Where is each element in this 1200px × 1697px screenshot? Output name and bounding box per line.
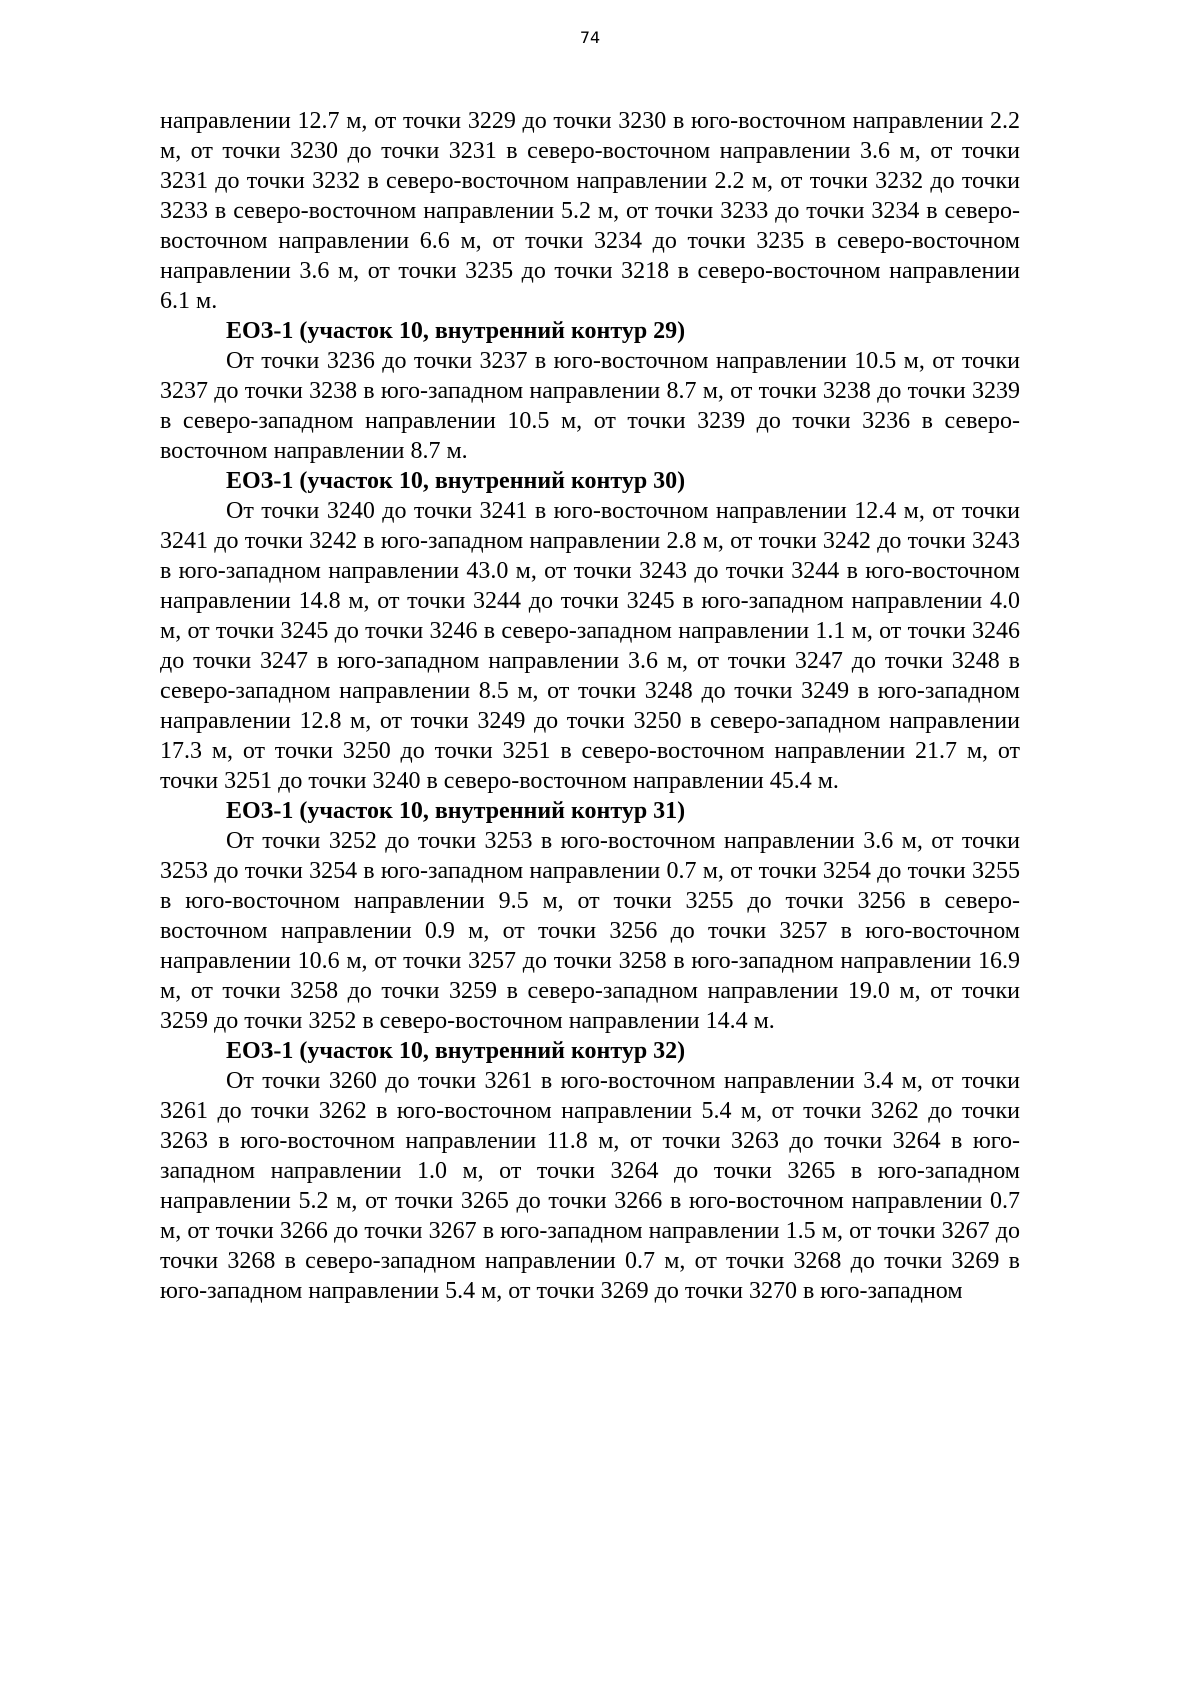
section-heading-contour-29: ЕОЗ-1 (участок 10, внутренний контур 29)	[226, 318, 686, 344]
intro-paragraph: направлении 12.7 м, от точки 3229 до точки 3230 в юго-восточном направлении 2.2 м, от точки 3230 до точки 3231 в северо-восточном направлении 3.6 м, от точки 3231 до точки 3232 в северо-восточном направлении 2.2 м, от точки 3232 до точки 3233 в северо-восточном направлении 5.2 м, от точки 3233 до точки 3234 в северо-восточном направлении 6.6 м, от точки 3234 до точки 3235 в северо-восточном направлении 3.6 м, от точки 3235 до точки 3218 в северо-восточном направлении 6.1 м.	[160, 108, 1020, 314]
section-text-contour-31: От точки 3252 до точки 3253 в юго-восточном направлении 3.6 м, от точки 3253 до точки 3254 в юго-западном направлении 0.7 м, от точки 3254 до точки 3255 в юго-восточном направлении 9.5 м, от точки 3255 до точки 3256 в северо-восточном направлении 0.9 м, от точки 3256 до точки 3257 в юго-восточном направлении 10.6 м, от точки 3257 до точки 3258 в юго-западном направлении 16.9 м, от точки 3258 до точки 3259 в северо-западном направлении 19.0 м, от точки 3259 до точки 3252 в северо-восточном направлении 14.4 м.	[160, 828, 1020, 1034]
document-body	[160, 106, 1020, 1306]
section-heading-contour-30: ЕОЗ-1 (участок 10, внутренний контур 30)	[226, 468, 686, 494]
section-text-contour-29: От точки 3236 до точки 3237 в юго-восточном направлении 10.5 м, от точки 3237 до точки 3238 в юго-западном направлении 8.7 м, от точки 3238 до точки 3239 в северо-западном направлении 10.5 м, от точки 3239 до точки 3236 в северо-восточном направлении 8.7 м.	[160, 348, 1020, 464]
page-number: 74	[579, 28, 601, 47]
section-text-contour-32: От точки 3260 до точки 3261 в юго-восточном направлении 3.4 м, от точки 3261 до точки 3262 в юго-восточном направлении 5.4 м, от точки 3262 до точки 3263 в юго-восточном направлении 11.8 м, от точки 3263 до точки 3264 в юго-западном направлении 1.0 м, от точки 3264 до точки 3265 в юго-западном направлении 5.2 м, от точки 3265 до точки 3266 в юго-восточном направлении 0.7 м, от точки 3266 до точки 3267 в юго-западном направлении 1.5 м, от точки 3267 до точки 3268 в северо-западном направлении 0.7 м, от точки 3268 до точки 3269 в юго-западном направлении 5.4 м, от точки 3269 до точки 3270 в юго-западном	[160, 1068, 1020, 1304]
section-heading-contour-31: ЕОЗ-1 (участок 10, внутренний контур 31)	[226, 798, 686, 824]
section-text-contour-30: От точки 3240 до точки 3241 в юго-восточном направлении 12.4 м, от точки 3241 до точки 3242 в юго-западном направлении 2.8 м, от точки 3242 до точки 3243 в юго-западном направлении 43.0 м, от точки 3243 до точки 3244 в юго-восточном направлении 14.8 м, от точки 3244 до точки 3245 в юго-западном направлении 4.0 м, от точки 3245 до точки 3246 в северо-западном направлении 1.1 м, от точки 3246 до точки 3247 в юго-западном направлении 3.6 м, от точки 3247 до точки 3248 в северо-западном направлении 8.5 м, от точки 3248 до точки 3249 в юго-западном направлении 12.8 м, от точки 3249 до точки 3250 в северо-западном направлении 17.3 м, от точки 3250 до точки 3251 в северо-восточном направлении 21.7 м, от точки 3251 до точки 3240 в северо-восточном направлении 45.4 м.	[160, 498, 1020, 794]
section-heading-contour-32: ЕОЗ-1 (участок 10, внутренний контур 32)	[226, 1038, 686, 1064]
